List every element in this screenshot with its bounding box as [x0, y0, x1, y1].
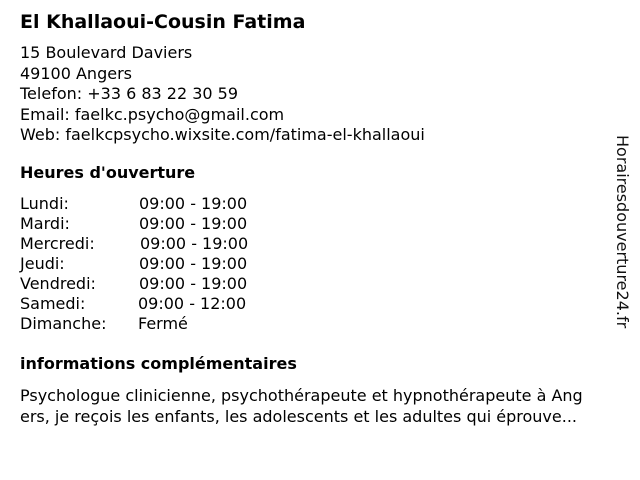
email-line: Email: faelkc.psycho@gmail.com — [20, 104, 285, 124]
info-heading: informations complémentaires — [20, 354, 297, 373]
contact-block — [20, 43, 425, 146]
business-name: El Khallaoui-Cousin Fatima — [20, 11, 306, 33]
day-label: Mercredi: — [20, 234, 95, 253]
address-street: 15 Boulevard Daviers — [20, 43, 193, 62]
description-line: Psychologue clinicienne, psychothérapeute et hypnothérapeute à Ang — [20, 386, 583, 405]
website-line: Web: faelkcpsycho.wixsite.com/fatima-el-khallaoui — [20, 125, 425, 144]
day-label: Samedi: — [20, 294, 86, 313]
description — [20, 385, 626, 427]
hours-value: 09:00 - 12:00 — [138, 294, 247, 313]
hours-value: 09:00 - 19:00 — [139, 194, 248, 213]
phone-line: Telefon: +33 6 83 22 30 59 — [20, 84, 239, 103]
hours-value: 09:00 - 19:00 — [139, 254, 248, 273]
opening-hours-heading: Heures d'ouverture — [20, 163, 196, 182]
hours-value: 09:00 - 19:00 — [140, 234, 249, 253]
day-label: Jeudi: — [20, 254, 65, 273]
description-line: ers, je reçois les enfants, les adolescents et les adultes qui éprouve... — [20, 407, 577, 426]
hours-value: Fermé — [138, 314, 188, 333]
address-city: 49100 Angers — [20, 63, 132, 83]
day-label: Dimanche: — [20, 314, 107, 333]
day-label: Lundi: — [20, 194, 69, 213]
hours-value: 09:00 - 19:00 — [139, 214, 248, 233]
hours-value: 09:00 - 19:00 — [139, 274, 248, 293]
site-watermark: Horairesdouverture24.fr — [613, 135, 632, 329]
day-label: Vendredi: — [20, 274, 96, 293]
day-label: Mardi: — [20, 214, 70, 233]
